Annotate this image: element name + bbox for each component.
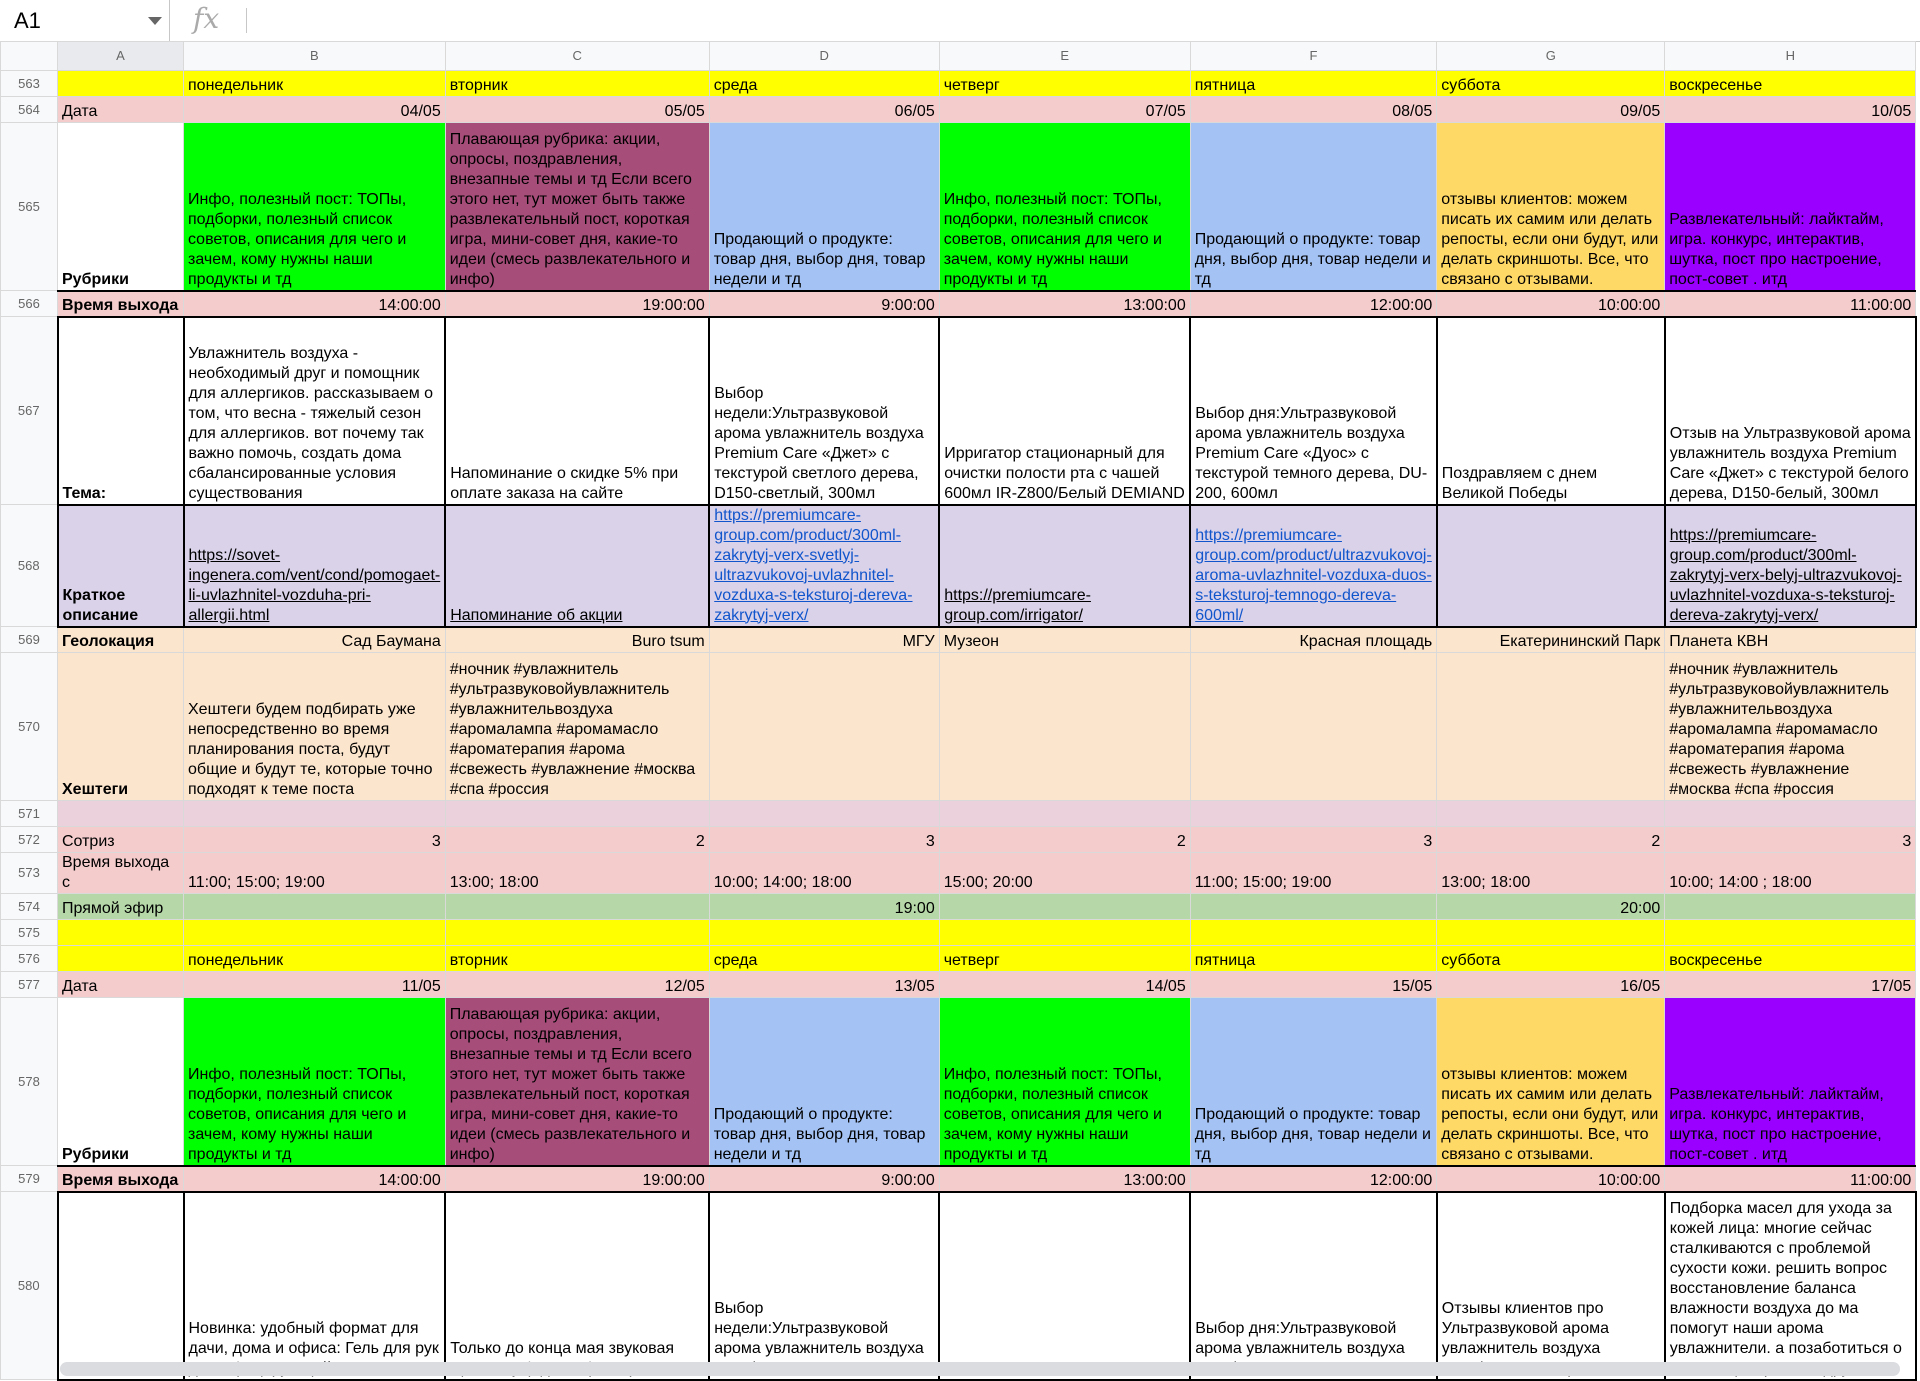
cell-c[interactable] (445, 801, 709, 827)
cell-f[interactable]: пятница (1190, 71, 1437, 97)
cell-a-label[interactable]: Хештеги (58, 653, 184, 801)
sheet-row-572 (1, 827, 1916, 853)
cell-e[interactable]: 14/05 (939, 972, 1190, 998)
cell-h[interactable] (1665, 801, 1916, 827)
cell-c[interactable]: 2 (445, 827, 709, 853)
cell-b[interactable]: 11:00; 15:00; 19:00 (184, 853, 446, 894)
cell-g[interactable]: 13:00; 18:00 (1437, 853, 1665, 894)
cell-g[interactable]: 10:00:00 (1437, 1166, 1665, 1192)
row-header[interactable]: 580 (1, 1192, 58, 1380)
cell-a-label[interactable] (58, 920, 184, 946)
sheet-row-570 (1, 653, 1916, 801)
cell-e[interactable]: 13:00:00 (939, 291, 1190, 317)
cell-b[interactable]: https://sovet-ingenera.com/vent/cond/pomogaet-li-uvlazhnitel-vozduha-pri-allergii.html (184, 505, 446, 627)
cell-e[interactable]: https://premiumcare-group.com/irrigator/ (939, 505, 1190, 627)
column-header-g[interactable]: G (1437, 42, 1665, 71)
row-header[interactable]: 564 (1, 97, 58, 123)
cell-c[interactable]: Плавающая рубрика: акции, опросы, поздравления, внезапные темы и тд Если всего этого нет, тут может быть также развлекательный пост, короткая игра, мини-совет дня, какие-то идеи (смесь развлекательного и инфо) (445, 123, 709, 291)
cell-d[interactable] (709, 920, 939, 946)
cell-g[interactable]: отзывы клиентов: можем писать их самим или делать репосты, если они будут, или делать скриншоты. Все, что связано с отзывами. (1437, 998, 1665, 1166)
cell-c[interactable]: 12/05 (445, 972, 709, 998)
cell-b[interactable]: Новинка: удобный формат для дачи, дома и офиса: Гель для рук (184, 1192, 446, 1380)
cell-h[interactable]: воскресенье (1665, 71, 1916, 97)
cell-f[interactable]: 3 (1190, 827, 1437, 853)
cell-f[interactable] (1190, 920, 1437, 946)
cell-c[interactable]: 19:00:00 (445, 291, 709, 317)
cell-d[interactable]: Выбор недели:Ультразвуковой арома увлажнитель воздуха Premium Care «Джет» с текстурой светлого дерева, D150-светлый, 300мл (709, 317, 939, 505)
sheet-row-574 (1, 894, 1916, 920)
cell-g[interactable]: 20:00 (1437, 894, 1665, 920)
cell-c[interactable]: 19:00:00 (445, 1166, 709, 1192)
row-header[interactable]: 579 (1, 1166, 58, 1192)
cell-a-label[interactable] (58, 1192, 184, 1380)
cell-a-label[interactable]: Дата (58, 97, 184, 123)
cell-a-label[interactable]: Время выхода (58, 1166, 184, 1192)
cell-e[interactable]: 15:00; 20:00 (939, 853, 1190, 894)
sheet-row-577 (1, 972, 1916, 998)
row-header[interactable]: 571 (1, 801, 58, 827)
cell-d[interactable]: 13/05 (709, 972, 939, 998)
cell-d[interactable]: среда (709, 946, 939, 972)
cell-c[interactable]: Buro tsum (445, 627, 709, 653)
cell-h[interactable]: https://premiumcare-group.com/product/300ml-zakrytyj-verx-belyj-ultrazvukovoj-uvlazhnitel-vozduxa-s-teksturoj-dereva-zakrytyj-verx/ (1665, 505, 1916, 627)
cell-a-label[interactable] (58, 946, 184, 972)
column-header-b[interactable]: B (184, 42, 446, 71)
cell-a-label[interactable]: Краткое описание (58, 505, 184, 627)
fx-icon: fx (193, 2, 220, 35)
cell-f[interactable] (1190, 653, 1437, 801)
cell-e[interactable]: 2 (939, 827, 1190, 853)
row-header[interactable]: 568 (1, 505, 58, 627)
sheet-row-566 (1, 291, 1916, 317)
row-header[interactable]: 565 (1, 123, 58, 291)
cell-e[interactable]: Инфо, полезный пост: ТОПы, подборки, полезный список советов, описания для чего и зачем, кому нужны наши продукты и тд (939, 123, 1190, 291)
row-header[interactable]: 572 (1, 827, 58, 853)
sheet-row-580 (1, 1192, 1916, 1380)
cell-f[interactable]: 11:00; 15:00; 19:00 (1190, 853, 1437, 894)
sheet-row-568 (1, 505, 1916, 627)
column-header-e[interactable]: E (939, 42, 1190, 71)
sheet-row-579 (1, 1166, 1916, 1192)
cell-c[interactable]: вторник (445, 946, 709, 972)
cell-h[interactable]: 17/05 (1665, 972, 1916, 998)
row-header[interactable]: 574 (1, 894, 58, 920)
row-header[interactable]: 577 (1, 972, 58, 998)
cell-h[interactable]: 10:00; 14:00 ; 18:00 (1665, 853, 1916, 894)
cell-b[interactable]: 11/05 (184, 972, 446, 998)
cell-d[interactable]: 3 (709, 827, 939, 853)
cell-b[interactable]: Хештеги будем подбирать уже непосредственно во время планирования поста, будут общие и будут те, которые точно подходят к теме поста (184, 653, 446, 801)
cell-h[interactable]: Развлекательный: лайктайм, игра. конкурс, интерактив, шутка, пост про настроение, пост-совет . итд (1665, 998, 1916, 1166)
cell-e[interactable]: Музеон (939, 627, 1190, 653)
cell-e[interactable] (939, 801, 1190, 827)
cell-f[interactable]: Выбор дня:Ультразвуковой арома увлажнитель воздуха (1190, 1192, 1437, 1380)
cell-h[interactable]: 11:00:00 (1665, 291, 1916, 317)
cell-e[interactable]: 07/05 (939, 97, 1190, 123)
spreadsheet-grid (0, 41, 1920, 1361)
cell-f[interactable]: 12:00:00 (1190, 1166, 1437, 1192)
sheet-row-563 (1, 71, 1916, 97)
cell-a-label[interactable]: Время выхода с (58, 853, 184, 894)
sheet-row-564 (1, 97, 1916, 123)
row-header[interactable]: 567 (1, 317, 58, 505)
cell-e[interactable] (939, 894, 1190, 920)
cell-a-label[interactable] (58, 71, 184, 97)
cell-d[interactable]: Продающий о продукте: товар дня, выбор дня, товар недели и тд (709, 123, 939, 291)
horizontal-scrollbar[interactable] (60, 1362, 1900, 1376)
cell-f[interactable]: 12:00:00 (1190, 291, 1437, 317)
column-header-d[interactable]: D (709, 42, 939, 71)
cell-g[interactable]: суббота (1437, 946, 1665, 972)
cell-f[interactable]: https://premiumcare-group.com/product/ultrazvukovoj-aroma-uvlazhnitel-vozduxa-duos-s-teksturoj-temnogo-dereva-600ml/ (1190, 505, 1437, 627)
cell-g[interactable]: Отзывы клиентов про Ультразвуковой арома увлажнитель воздуха (1437, 1192, 1665, 1380)
column-header-c[interactable]: C (445, 42, 709, 71)
sheet-row-578 (1, 998, 1916, 1166)
cell-h[interactable]: Планета КВН (1665, 627, 1916, 653)
cell-b[interactable]: Инфо, полезный пост: ТОПы, подборки, полезный список советов, описания для чего и зачем, кому нужны наши продукты и тд (184, 123, 446, 291)
cell-a-label[interactable]: Геолокация (58, 627, 184, 653)
cell-h[interactable]: 10/05 (1665, 97, 1916, 123)
sheet-row-567 (1, 317, 1916, 505)
column-header-f[interactable]: F (1190, 42, 1437, 71)
cell-a-label[interactable]: Время выхода (58, 291, 184, 317)
cell-g[interactable]: Екатерининский Парк (1437, 627, 1665, 653)
cell-f[interactable]: Продающий о продукте: товар дня, выбор дня, товар недели и тд (1190, 123, 1437, 291)
sheet-table (0, 41, 1917, 1381)
cell-e[interactable]: 13:00:00 (939, 1166, 1190, 1192)
row-header[interactable]: 566 (1, 291, 58, 317)
cell-h[interactable]: воскресенье (1665, 946, 1916, 972)
cell-f[interactable] (1190, 894, 1437, 920)
cell-d[interactable] (709, 801, 939, 827)
cell-h[interactable] (1665, 920, 1916, 946)
sheet-row-565 (1, 123, 1916, 291)
cell-f[interactable]: 08/05 (1190, 97, 1437, 123)
cell-g[interactable]: суббота (1437, 71, 1665, 97)
cell-c[interactable]: вторник (445, 71, 709, 97)
row-header[interactable]: 573 (1, 853, 58, 894)
cell-b[interactable]: понедельник (184, 71, 446, 97)
cell-b[interactable]: 04/05 (184, 97, 446, 123)
cell-g[interactable]: 10:00:00 (1437, 291, 1665, 317)
column-header-h[interactable]: H (1665, 42, 1916, 71)
cell-d[interactable]: 9:00:00 (709, 1166, 939, 1192)
cell-f[interactable]: Продающий о продукте: товар дня, выбор дня, товар недели и тд (1190, 998, 1437, 1166)
cell-h[interactable]: Развлекательный: лайктайм, игра. конкурс, интерактив, шутка, пост про настроение, пост-совет . итд (1665, 123, 1916, 291)
cell-h[interactable]: 11:00:00 (1665, 1166, 1916, 1192)
cell-e[interactable]: четверг (939, 71, 1190, 97)
cell-d[interactable]: Продающий о продукте: товар дня, выбор дня, товар недели и тд (709, 998, 939, 1166)
cell-a-label[interactable]: Тема: (58, 317, 184, 505)
sheet-row-576 (1, 946, 1916, 972)
cell-b[interactable]: Увлажнитель воздуха - необходимый друг и помощник для аллергиков. рассказываем о том, что весна - тяжелый сезон для аллергиков. вот почему так важно помочь, создать дома сбалансированные условия существования (184, 317, 446, 505)
cell-b[interactable] (184, 920, 446, 946)
sheet-row-573 (1, 853, 1916, 894)
sheet-row-575 (1, 920, 1916, 946)
cell-g[interactable] (1437, 801, 1665, 827)
cell-g[interactable]: 09/05 (1437, 97, 1665, 123)
cell-h[interactable] (1665, 894, 1916, 920)
cell-e[interactable]: Инфо, полезный пост: ТОПы, подборки, полезный список советов, описания для чего и зачем, кому нужны наши продукты и тд (939, 998, 1190, 1166)
cell-a-label[interactable]: Рубрики (58, 998, 184, 1166)
row-header[interactable]: 570 (1, 653, 58, 801)
cell-h[interactable]: Подборка масел для ухода за кожей лица: многие сейчас сталкиваются с проблемой сухости кожи. решить вопрос восстановление баланса влажности воздуха до ма помогут наши арома увлажнители. а позаботиться о (1665, 1192, 1916, 1380)
cell-g[interactable]: 2 (1437, 827, 1665, 853)
cell-g[interactable] (1437, 653, 1665, 801)
cell-c[interactable]: Напоминание об акции (445, 505, 709, 627)
row-header[interactable]: 569 (1, 627, 58, 653)
cell-h[interactable]: 3 (1665, 827, 1916, 853)
cell-d[interactable]: среда (709, 71, 939, 97)
cell-h[interactable]: Отзыв на Ультразвуковой арома увлажнитель воздуха Premium Care «Джет» с текстурой белого дерева, D150-белый, 300мл (1665, 317, 1916, 505)
column-header-row (1, 42, 1916, 71)
chevron-down-icon[interactable] (148, 17, 162, 25)
sheet-row-571 (1, 801, 1916, 827)
cell-c[interactable] (445, 894, 709, 920)
cell-f[interactable]: 15/05 (1190, 972, 1437, 998)
cell-g[interactable]: отзывы клиентов: можем писать их самим или делать репосты, если они будут, или делать скриншоты. Все, что связано с отзывами. (1437, 123, 1665, 291)
cell-a-label[interactable] (58, 801, 184, 827)
column-header-a[interactable]: A (58, 42, 184, 71)
cell-a-label[interactable]: Сотриз (58, 827, 184, 853)
cell-h[interactable]: #ночник #увлажнитель #ультразвуковойувлажнитель #увлажнительвоздуха #аромалампа #аромамасло #ароматерапия #арома #свежесть #увлажнение #москва #спа #россия (1665, 653, 1916, 801)
cell-d[interactable]: МГУ (709, 627, 939, 653)
sheet-row-569 (1, 627, 1916, 653)
cell-b[interactable]: 3 (184, 827, 446, 853)
cell-b[interactable]: Инфо, полезный пост: ТОПы, подборки, полезный список советов, описания для чего и зачем, кому нужны наши продукты и тд (184, 998, 446, 1166)
cell-e[interactable] (939, 920, 1190, 946)
cell-c[interactable]: #ночник #увлажнитель #ультразвуковойувлажнитель #увлажнительвоздуха #аромалампа #аромамасло #ароматерапия #арома #свежесть #увлажнение #москва #спа #россия (445, 653, 709, 801)
cell-c[interactable]: Напоминание о скидке 5% при оплате заказа на сайте (445, 317, 709, 505)
row-header[interactable]: 563 (1, 71, 58, 97)
cell-b[interactable] (184, 894, 446, 920)
corner-cell[interactable] (1, 42, 58, 71)
cell-g[interactable] (1437, 505, 1665, 627)
formula-divider (246, 8, 247, 33)
row-header[interactable]: 575 (1, 920, 58, 946)
cell-c[interactable]: 13:00; 18:00 (445, 853, 709, 894)
cell-b[interactable]: 14:00:00 (184, 291, 446, 317)
cell-d[interactable]: 10:00; 14:00; 18:00 (709, 853, 939, 894)
cell-f[interactable]: Выбор дня:Ультразвуковой арома увлажнитель воздуха Premium Care «Дуос» с текстурой темного дерева, DU-200, 600мл (1190, 317, 1437, 505)
row-header[interactable]: 576 (1, 946, 58, 972)
cell-c[interactable]: 05/05 (445, 97, 709, 123)
cell-b[interactable]: 14:00:00 (184, 1166, 446, 1192)
cell-e[interactable]: четверг (939, 946, 1190, 972)
cell-d[interactable]: https://premiumcare-group.com/product/300ml-zakrytyj-verx-svetlyj-ultrazvukovoj-uvlazhnitel-vozduxa-s-teksturoj-dereva-zakrytyj-verx/ (709, 505, 939, 627)
cell-f[interactable]: пятница (1190, 946, 1437, 972)
cell-c[interactable]: Только до конца мая звуковая (445, 1192, 709, 1380)
cell-e[interactable]: Ирригатор стационарный для очистки полости рта с чашей 600мл IR-Z800/Белый DEMIAND (939, 317, 1190, 505)
cell-b[interactable]: понедельник (184, 946, 446, 972)
cell-d[interactable] (709, 653, 939, 801)
cell-c[interactable]: Плавающая рубрика: акции, опросы, поздравления, внезапные темы и тд Если всего этого нет, тут может быть также развлекательный пост, короткая игра, мини-совет дня, какие-то идеи (смесь развлекательного и инфо) (445, 998, 709, 1166)
cell-a-label[interactable]: Рубрики (58, 123, 184, 291)
cell-g[interactable]: Поздравляем с днем Великой Победы (1437, 317, 1665, 505)
cell-d[interactable]: 9:00:00 (709, 291, 939, 317)
cell-g[interactable] (1437, 920, 1665, 946)
cell-c[interactable] (445, 920, 709, 946)
formula-bar (0, 0, 1920, 42)
cell-f[interactable]: Красная площадь (1190, 627, 1437, 653)
cell-b[interactable]: Сад Баумана (184, 627, 446, 653)
cell-e[interactable] (939, 653, 1190, 801)
cell-f[interactable] (1190, 801, 1437, 827)
cell-b[interactable] (184, 801, 446, 827)
cell-e[interactable] (939, 1192, 1190, 1380)
cell-a-label[interactable]: Прямой эфир (58, 894, 184, 920)
cell-d[interactable]: 19:00 (709, 894, 939, 920)
cell-d[interactable]: 06/05 (709, 97, 939, 123)
name-box[interactable]: A1 (0, 0, 170, 41)
cell-a-label[interactable]: Дата (58, 972, 184, 998)
cell-d[interactable]: Выбор недели:Ультразвуковой арома увлажнитель воздуха (709, 1192, 939, 1380)
row-header[interactable]: 578 (1, 998, 58, 1166)
cell-g[interactable]: 16/05 (1437, 972, 1665, 998)
